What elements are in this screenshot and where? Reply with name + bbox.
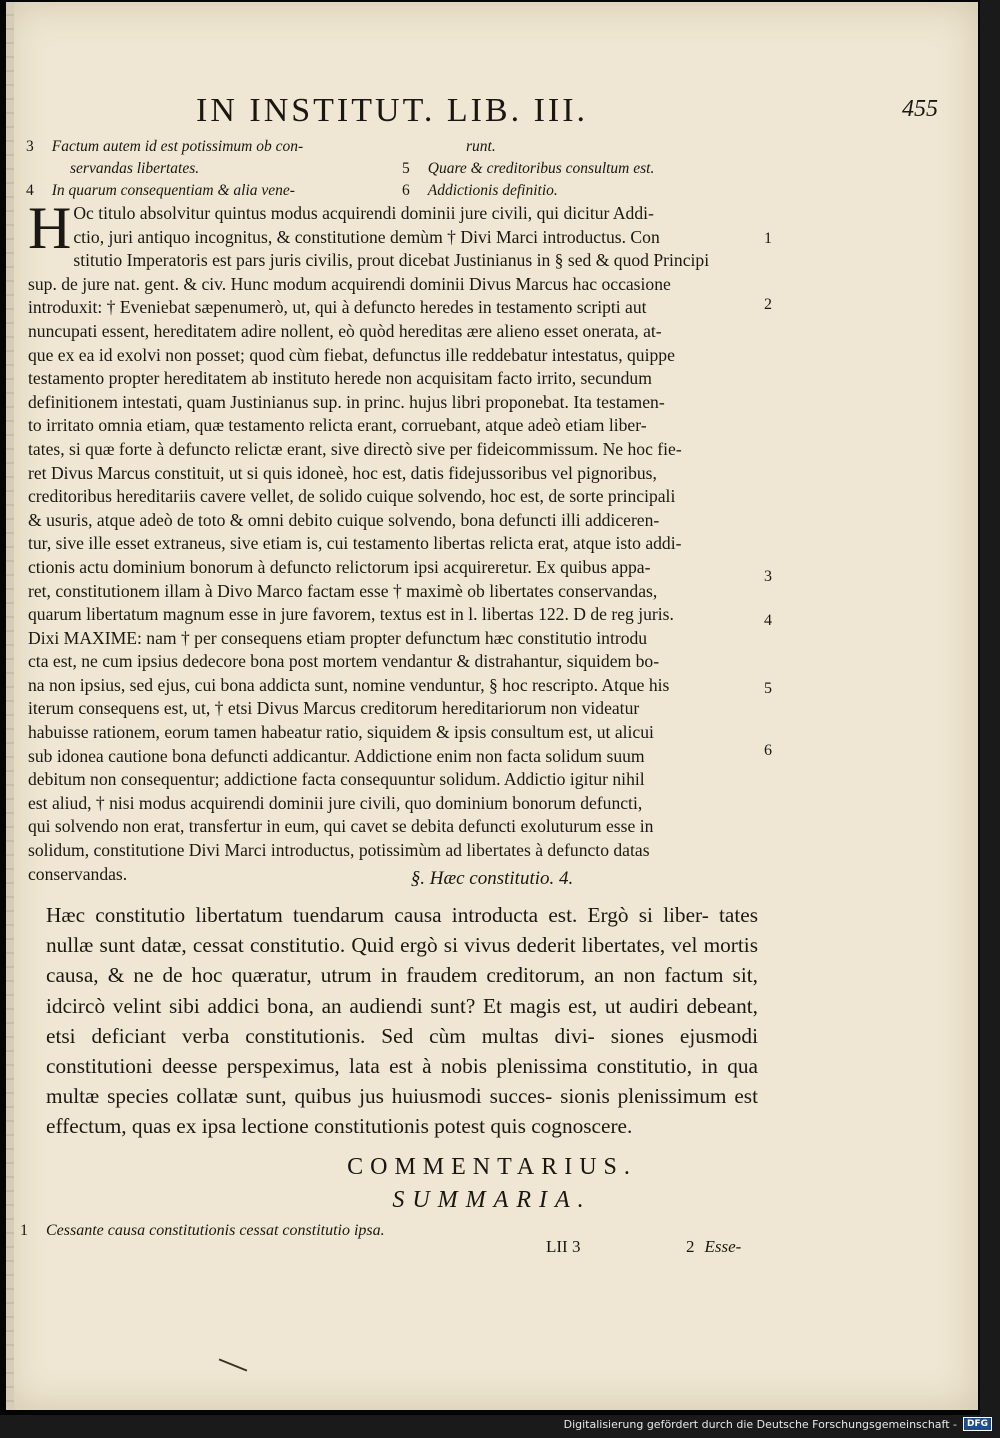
margin-number: 1 <box>764 230 772 247</box>
commentarius-heading: COMMENTARIUS. <box>347 1154 637 1180</box>
body-line: iterum consequens est, ut, † etsi Divus Marcus creditorum hereditariorum non videatur <box>28 698 640 719</box>
body-line: testamento propter hereditatem ab instituto herede non acquisitam facto irrito, secundum <box>28 368 652 389</box>
digitization-footer <box>564 1416 992 1432</box>
margin-number: 5 <box>764 680 772 697</box>
body-line: qui solvendo non erat, transfertur in eum, qui cavet se debita defuncti exoluturum esse in <box>28 816 654 837</box>
margin-number: 4 <box>764 612 772 629</box>
summaria-heading: SUMMARIA. <box>392 1187 592 1213</box>
body-line: conservandas. <box>28 863 128 884</box>
institutes-text: Hæc constitutio libertatum tuendarum causa introducta est. Ergò si liber- tates nullæ sunt datæ, cessat constitutio. Quid ergò si vivus dederit libertates, vel mortis causa, & ne de hoc quæratur, utrum in fraudem creditorum, an non factum sit, idcircò velint sibi addici bona, an audiendi sunt? Et magis est, ut audiri debeant, etsi deficiant verba constitutionis. Sed cùm multas divi- siones ejusmodi constitutioni deesse perspeximus, lata est à nobis plenissima constitutio, in qua multæ species collatæ sunt, quibus jus huiusmodi succes- sionis plenissimum est effectum, quas ex ipsa lectione constitutionis potest quis cognoscere. <box>46 903 758 1139</box>
body-line: stitutio Imperatoris est pars juris civilis, prout dicebat Justinianus in § sed & quod Principi <box>73 250 710 271</box>
margin-number: 6 <box>764 742 772 759</box>
dfg-logo-icon: DFG <box>963 1417 992 1431</box>
body-line: ctio, juri antiquo incognitus, & constitutione demùm † Divi Marci introductus. Con <box>73 226 660 247</box>
summary-item: runt. <box>466 138 496 155</box>
body-line: quarum libertatum magnum esse in jure favorem, textus est in l. libertas 122. D de reg juris. <box>28 604 674 625</box>
page-number: 455 <box>902 96 938 122</box>
body-line: tates, si quæ forte à defuncto relictæ erant, sive directò sive per fideicommissum. Ne hoc fie- <box>28 438 682 459</box>
body-line: est aliud, † nisi modus acquirendi dominii jure civili, quo dominium bonorum defuncti, <box>28 792 643 813</box>
body-line: to irritato omnia etiam, quæ testamento relicta erant, corruebant, atque adeò etiam liber- <box>28 415 647 436</box>
signature-mark: LII 3 <box>546 1237 581 1256</box>
body-line: ctionis actu dominium bonorum à defuncto relictorum ipsi acquireretur. Ex quibus appa- <box>28 556 651 577</box>
ink-mark <box>219 1358 248 1371</box>
running-header <box>6 92 978 132</box>
footer-text: Digitalisierung gefördert durch die Deutsche Forschungsgemeinschaft - <box>563 1417 957 1431</box>
body-line: tur, sive ille esset extraneus, sive etiam is, cui testamento libertas relicta erat, atque isto addi- <box>28 533 682 554</box>
summary-item: 6 Addictionis definitio. <box>402 182 558 199</box>
summary-item: 3 Factum autem id est potissimum ob con- <box>26 138 304 155</box>
body-line: & usuris, atque adeò de toto & omni debito cuique solvendo, bona defuncti illi addiceren- <box>28 509 660 530</box>
body-line: sub idonea cautione bona defuncti addicantur. Addictione enim non facta solidum suum <box>28 745 645 766</box>
body-line: ret Divus Marcus constituit, ut si quis idoneè, hoc est, datis fidejussoribus vel pignoribus, <box>28 462 657 483</box>
body-line: que ex ea id exolvi non posset; quod cùm fiebat, defunctus ille reddebatur intestatus, quippe <box>28 344 675 365</box>
section-heading: §. Hæc constitutio. 4. <box>410 868 574 889</box>
summary-item: 5 Quare & creditoribus consultum est. <box>402 160 655 177</box>
running-title: IN INSTITUT. LIB. III. <box>196 92 589 129</box>
summary-item: servandas libertates. <box>70 160 200 177</box>
body-line: cta est, ne cum ipsius dedecore bona post mortem vendantur & distrahantur, siquidem bo- <box>28 651 660 672</box>
body-line: definitionem intestati, quam Justinianus sup. in princ. hujus libri proponebat. Ita testamen- <box>28 391 665 412</box>
main-paragraph <box>28 195 768 886</box>
body-line: debitum non consequentur; addictione facta consequuntur solidum. Addictio igitur nihil <box>28 769 645 790</box>
body-line: creditoribus hereditariis cavere vellet, de solido cuique solvendo, hoc est, de sorte principali <box>28 486 676 507</box>
book-page <box>6 2 978 1410</box>
body-line: ret, constitutionem illam à Divo Marco factam esse † maximè ob libertates conservandas, <box>28 580 658 601</box>
drop-cap: H <box>28 195 72 261</box>
body-line: nuncupati essent, hereditatem adire nollent, eò quòd hereditas ære alieno esset onerata, at- <box>28 320 662 341</box>
body-line: sup. de jure nat. gent. & civ. Hunc modum acquirendi dominii Divus Marcus hac occasione <box>28 273 671 294</box>
margin-number: 3 <box>764 568 772 585</box>
summary-item-bottom: 1 Cessante causa constitutionis cessat constitutio ipsa. <box>20 1222 385 1239</box>
body-line: solidum, constitutione Divi Marci introductus, potissimùm ad libertates à defuncto datas <box>28 840 650 861</box>
body-line: introduxit: † Eveniebat sæpenumerò, ut, qui à defuncto heredes in testamento scripti aut <box>28 297 647 318</box>
margin-number: 2 <box>764 296 772 313</box>
catchword: 2 Esse- <box>686 1237 742 1256</box>
body-line: na non ipsius, sed ejus, cui bona addicta sunt, nomine venduntur, § hoc rescripto. Atque his <box>28 674 670 695</box>
body-line: Dixi MAXIME: nam † per consequens etiam propter defunctum hæc constitutio introdu <box>28 627 648 648</box>
summary-item: 4 In quarum consequentiam & alia vene- <box>26 182 295 199</box>
body-line: Oc titulo absolvitur quintus modus acquirendi dominii jure civili, qui dicitur Addi- <box>73 203 654 223</box>
body-line: habuisse rationem, eorum tamen habeatur ratio, siquidem & ipsis consultum est, ut alicui <box>28 722 654 743</box>
